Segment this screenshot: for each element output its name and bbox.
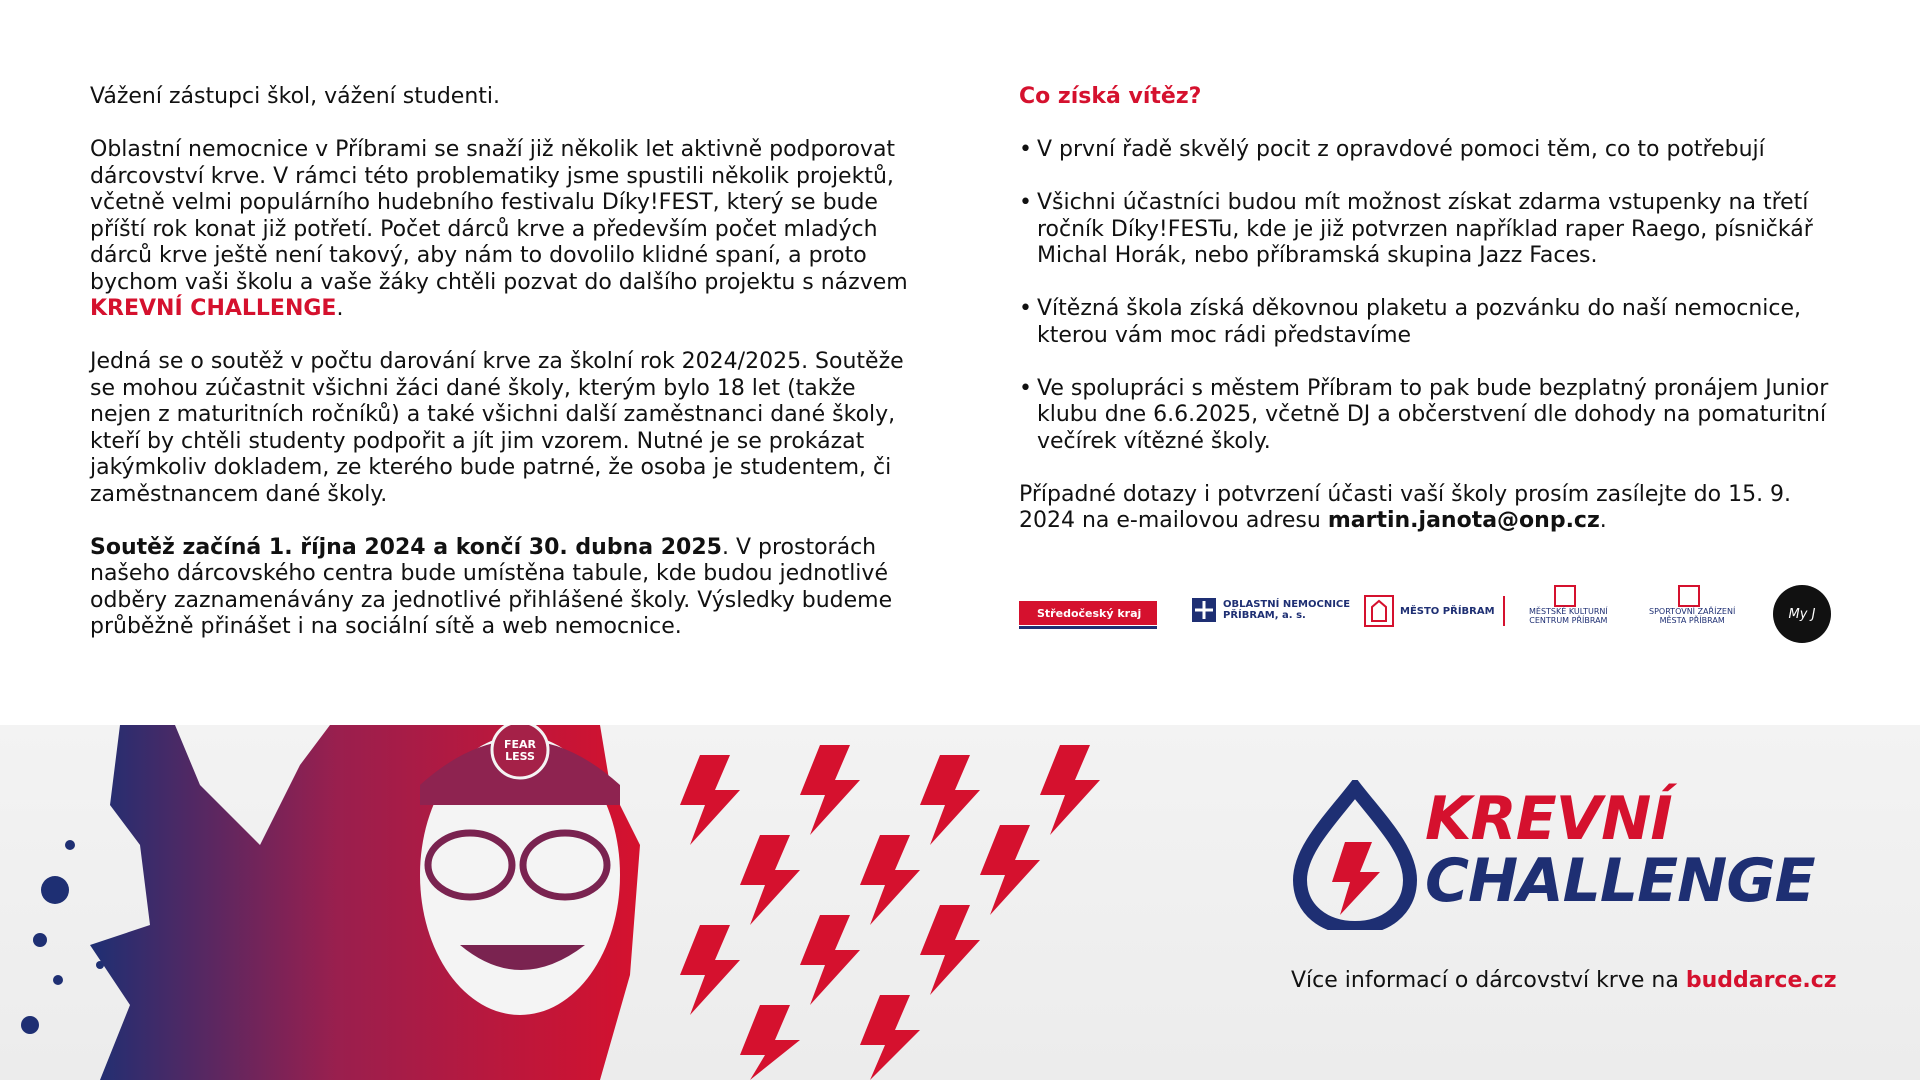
buddarce-link[interactable]: buddarce.cz [1685, 968, 1837, 993]
brand-wordmark [1425, 784, 1815, 916]
contact-end: . [1599, 508, 1607, 533]
mesto-pribram-logo [1364, 595, 1505, 627]
partner-logos [1019, 585, 1831, 645]
my-j-logo [1773, 585, 1831, 643]
intro-end: . [336, 296, 344, 321]
intro-text: Oblastní nemocnice v Příbrami se snaží již několik let aktivně podporovat dárcovství krve. V rámci této problematiky jsme spustili několik projektů, včetně velmi populárního hudebního festivalu Díky!FEST, který se bude příští rok konat již potřetí. Počet dárců krve a především počet mladých dárců krve ještě není takový, aby nám to dovolilo klidné spaní, a proto bychom vaši školu a vaše žáky chtěli pozvat do dalšího projektu s názvem [90, 137, 908, 295]
more-info-line [1291, 968, 1837, 993]
lightning-bolts [680, 745, 1100, 1080]
mesto-label: MĚSTO PŘÍBRAM [1400, 605, 1495, 617]
bullet-dot: • [1019, 296, 1032, 321]
dates-text: . V prostorách našeho dárcovského centra bude umístěna tabule, kde budou jednotlivé odběry zaznamenávány za jednotlivé přihlášené školy. Výsledky budeme průběžně přinášet i na sociální sítě a web nemocnice. [90, 534, 893, 639]
rules-paragraph: Jedná se o soutěž v počtu darování krve za školní rok 2024/2025. Soutěže se mohou zúčastnit všichni žáci dané školy, kterým bylo 18 let (takže nejen z maturitních ročníků) a také všichni další zaměstnanci dané školy, kteří by chtěli studenty podpořit a jít jim vzorem. Nutné je se prokázat jakýmkoliv dokladem, ze kterého bude patrné, že osoba je studentem, či zaměstnancem dané školy. [90, 349, 904, 507]
szm-line2: MĚSTA PŘÍBRAM [1659, 616, 1725, 625]
prize-bullet [1019, 137, 1849, 164]
contact-paragraph [1019, 482, 1849, 535]
contact-text: Případné dotazy i potvrzení účasti vaší školy prosím zasílejte do 15. 9. 2024 na e-mailovou adresu [1019, 481, 1792, 533]
challenge-artwork [0, 725, 1180, 1080]
castle-icon [1364, 595, 1394, 627]
prize-bullet [1019, 190, 1849, 270]
splatter-dots [21, 840, 104, 1034]
letter-left-column [90, 84, 920, 667]
bullet-text: Vítězná škola získá děkovnou plaketu a pozvánku do naší nemocnice, kterou vám moc rádi představíme [1037, 296, 1802, 348]
bullet-dot: • [1019, 375, 1032, 401]
krevni-challenge-logo [1290, 780, 1850, 930]
prize-bullet [1019, 296, 1849, 349]
stredocesky-kraj-logo [1019, 601, 1157, 625]
brand-line2: CHALLENGE [1425, 846, 1815, 916]
szm-logo [1649, 585, 1735, 625]
bullet-text: Ve spolupráci s městem Příbram to pak bude bezplatný pronájem Junior klubu dne 6.6.2025, včetně DJ a občerstvení dle dohody na pomaturitní večírek vítězné školy. [1037, 375, 1829, 454]
onp-logo [1191, 597, 1350, 623]
mkc-emblem-icon [1554, 585, 1576, 607]
mj-label: My J [1788, 606, 1816, 622]
contact-email-link[interactable]: martin.janota@onp.cz [1327, 508, 1600, 533]
intro-paragraph [90, 137, 920, 323]
bullet-text: Všichni účastníci budou mít možnost získat zdarma vstupenky na třetí ročník Díky!FESTu, kde je již potvrzen například raper Raego, písničkář Michal Horák, nebo příbramská skupina Jazz Faces. [1037, 190, 1813, 268]
kraj-label: Středočeský kraj [1037, 606, 1142, 620]
info-text: Více informací o dárcovství krve na [1291, 968, 1686, 993]
prize-bullet [1019, 376, 1849, 456]
project-name: KREVNÍ CHALLENGE [90, 296, 337, 321]
bullet-dot: • [1019, 190, 1032, 215]
dates-bold: Soutěž začíná 1. října 2024 a končí 30. dubna 2025 [90, 534, 722, 560]
mkc-logo [1529, 585, 1608, 625]
dates-paragraph [90, 535, 920, 641]
divider [1503, 596, 1505, 626]
cap-text: FEAR LESS [503, 738, 536, 763]
onp-line1: OBLASTNÍ NEMOCNICE [1223, 599, 1351, 610]
onp-line2: PŘÍBRAM, a. s. [1223, 610, 1306, 621]
mkc-line2: CENTRUM PŘÍBRAM [1529, 616, 1608, 625]
szm-emblem-icon [1678, 585, 1700, 607]
greeting: Vážení zástupci škol, vážení studenti. [90, 84, 500, 109]
szm-line1: SPORTOVNÍ ZAŘÍZENÍ [1649, 607, 1736, 616]
letter-right-column [1019, 84, 1849, 561]
brand-line1: KREVNÍ [1425, 784, 1672, 854]
mkc-line1: MĚSTSKÉ KULTURNÍ [1529, 607, 1608, 616]
prize-heading: Co získá vítěz? [1019, 84, 1202, 109]
blood-drop-bolt-icon [1290, 780, 1420, 930]
bullet-dot: • [1019, 137, 1032, 162]
bullet-text: V první řadě skvělý pocit z opravdové pomoci těm, co to potřebují [1037, 137, 1765, 162]
onp-emblem-icon [1191, 597, 1217, 623]
